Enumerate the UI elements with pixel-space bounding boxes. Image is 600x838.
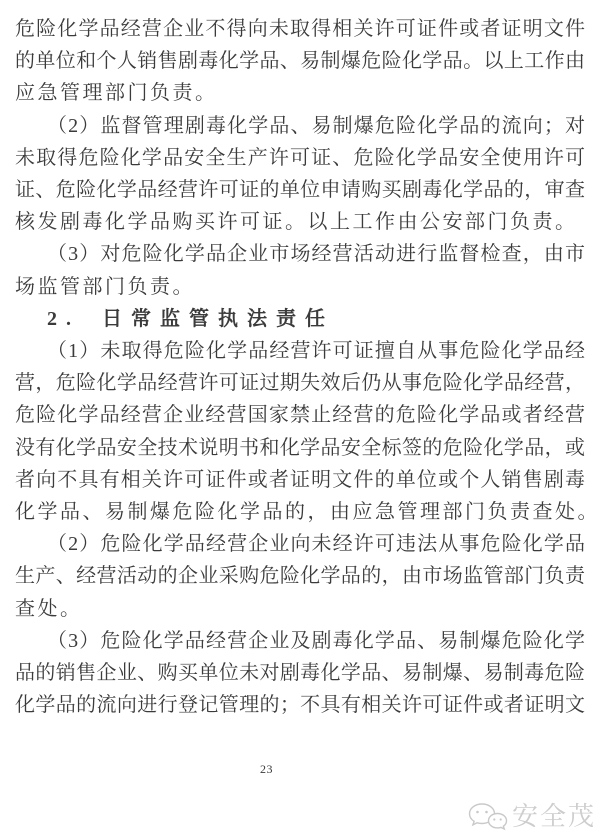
text-line: （1）未取得危险化学品经营许可证擅自从事危险化学品经 xyxy=(47,340,585,363)
text-line: 化学品的流向进行登记管理的；不具有相关许可证件或者证明文 xyxy=(15,694,585,717)
text-line: 危险化学品经营企业经营国家禁止经营的危险化学品或者经营 xyxy=(15,404,585,427)
text-line: 者向不具有相关许可证件或者证明文件的单位或个人销售剧毒 xyxy=(15,468,585,491)
text-line: 没有化学品安全技术说明书和化学品安全标签的危险化学品，或 xyxy=(15,436,585,459)
text-line: 营，危险化学品经营许可证过期失效后仍从事危险化学品经营， xyxy=(15,372,585,395)
brand-watermark xyxy=(468,802,596,832)
wechat-logo-icon xyxy=(468,802,508,832)
brand-name: 安全茂 xyxy=(511,802,596,831)
text-line: 生产、经营活动的企业采购危险化学品的，由市场监管部门负责 xyxy=(15,565,585,588)
text-line: （3）对危险化学品企业市场经营活动进行监督检查，由市 xyxy=(47,243,585,266)
text-line: 应急管理部门负责。 xyxy=(15,82,218,105)
text-line: 核发剧毒化学品购买许可证。以上工作由公安部门负责。 xyxy=(15,211,578,234)
text-line: 化学品、易制爆危险化学品的，由应急管理部门负责查处。 xyxy=(15,501,600,524)
section-heading: 2. 日常监管执法责任 xyxy=(47,307,334,330)
text-line: 危险化学品经营企业不得向未取得相关许可证件或者证明文件 xyxy=(15,18,585,40)
text-line: （2）危险化学品经营企业向未经许可违法从事危险化学品 xyxy=(47,533,585,556)
text-line: 场监管部门负责。 xyxy=(15,275,195,298)
text-line: 品的销售企业、购买单位未对剧毒化学品、易制爆、易制毒危险 xyxy=(15,662,585,685)
text-line: 证、危险化学品经营许可证的单位申请购买剧毒化学品的，审查 xyxy=(15,179,585,202)
text-line: （3）危险化学品经营企业及剧毒化学品、易制爆危险化学 xyxy=(47,629,585,652)
page-number: 23 xyxy=(260,762,273,776)
text-line: 的单位和个人销售剧毒化学品、易制爆危险化学品。以上工作由 xyxy=(15,50,585,73)
text-line: （2）监督管理剧毒化学品、易制爆危险化学品的流向；对 xyxy=(47,114,585,137)
document-text xyxy=(15,13,600,721)
text-line: 未取得危险化学品安全生产许可证、危险化学品安全使用许可 xyxy=(15,146,585,169)
text-line: 查处。 xyxy=(15,597,83,620)
